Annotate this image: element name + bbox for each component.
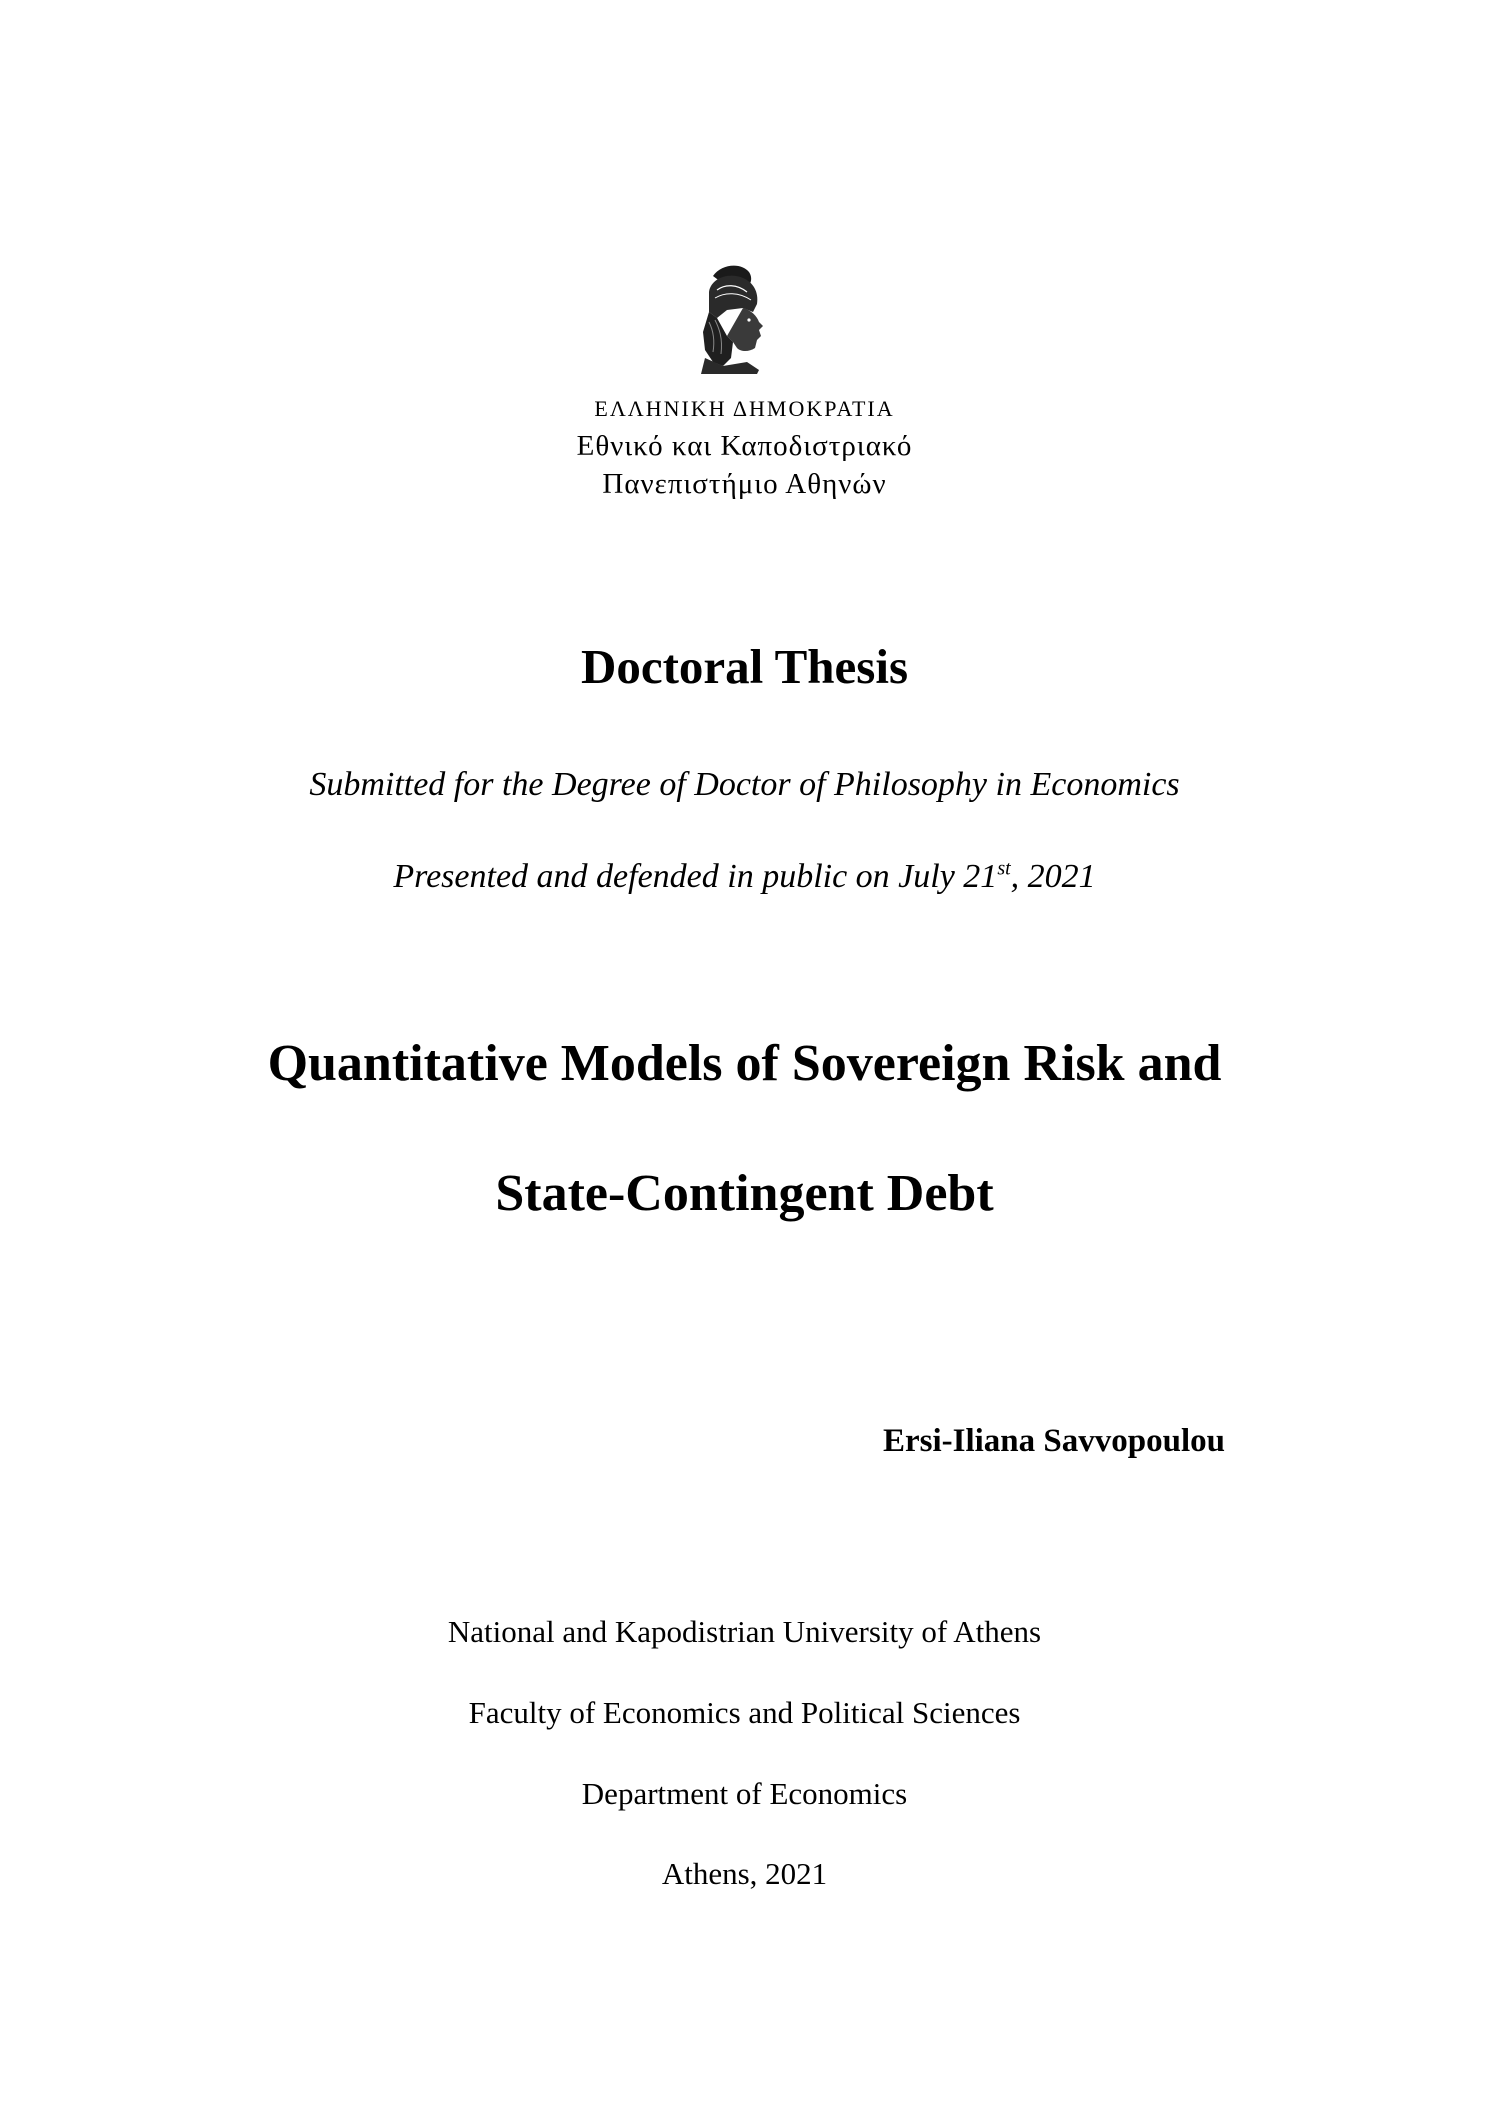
university-greek-line-1: Εθνικό και Καποδιστριακό [576, 430, 913, 462]
republic-label: ΕΛΛΗΝΙΚΗ ΔΗΜΟΚΡΑΤΙΑ [594, 396, 895, 421]
thesis-title-line-2: State-Contingent Debt [495, 1165, 994, 1222]
defense-statement [0, 858, 1489, 896]
ordinal-suffix: st [997, 857, 1011, 880]
thesis-title-line-1: Quantitative Models of Sovereign Risk and [267, 1035, 1222, 1092]
degree-statement: Submitted for the Degree of Doctor of Philosophy in Economics [309, 766, 1180, 803]
faculty-name: Faculty of Economics and Political Sciences [468, 1695, 1021, 1730]
university-name: National and Kapodistrian University of Athens [447, 1614, 1042, 1649]
university-greek-line-2: Πανεπιστήμιο Αθηνών [602, 468, 887, 500]
defense-statement-text: Presented and defended in public on July 21 [393, 858, 998, 895]
place-and-date: Athens, 2021 [661, 1856, 828, 1891]
department-name: Department of Economics [581, 1776, 908, 1811]
author-name: Ersi-Iliana Savvopoulou [882, 1423, 1225, 1459]
defense-year: , 2021 [1010, 858, 1096, 895]
document-type-heading: Doctoral Thesis [580, 639, 909, 694]
athena-head-seal-icon [683, 262, 777, 376]
